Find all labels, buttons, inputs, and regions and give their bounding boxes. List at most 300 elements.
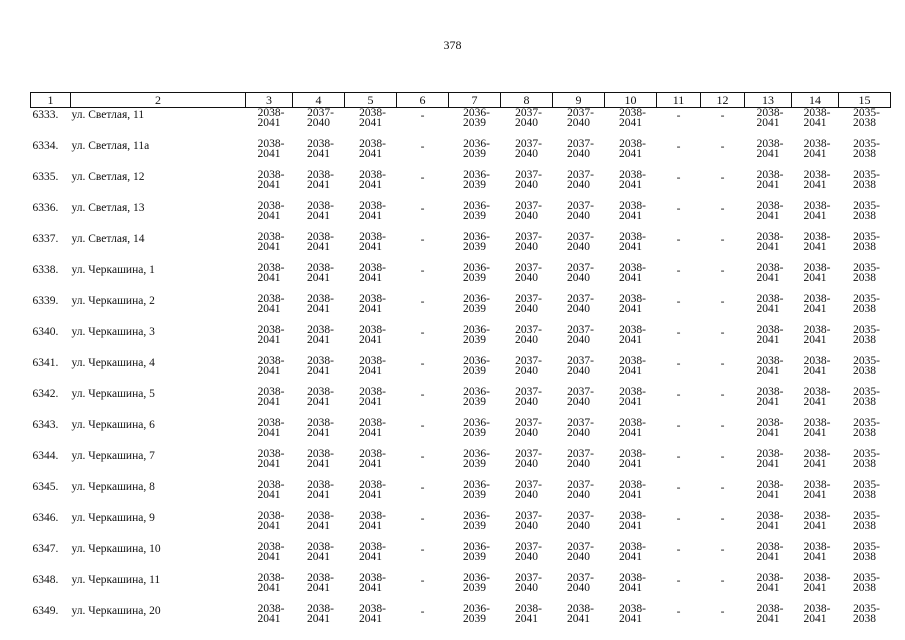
year-range-cell [745, 573, 792, 604]
year-start: 2038- [257, 386, 285, 398]
year-end: 2041 [359, 520, 382, 532]
year-start: 2037- [567, 541, 594, 553]
year-range-cell [745, 542, 792, 573]
row-number: 6334. [32, 140, 59, 152]
year-end: 2038 [853, 179, 876, 191]
year-end: 2038 [853, 148, 876, 160]
column-header: 14 [792, 93, 839, 108]
year-range-cell [839, 139, 891, 170]
year-end: 2041 [257, 520, 281, 532]
year-start: 2037- [515, 572, 542, 584]
year-start: 2035- [853, 417, 880, 429]
year-range-cell [345, 542, 397, 573]
year-start: 2038- [359, 324, 386, 336]
year-range-cell [792, 108, 839, 140]
year-start: 2037- [567, 324, 594, 336]
year-end: 2038 [853, 210, 876, 222]
year-end: 2040 [515, 117, 538, 129]
year-start: 2038- [307, 262, 334, 274]
year-start: 2037- [515, 355, 542, 367]
year-start: 2038- [257, 107, 285, 119]
year-end: 2039 [463, 551, 486, 563]
year-start: 2038- [257, 417, 285, 429]
year-end: 2040 [567, 458, 590, 470]
year-range-cell [246, 542, 293, 573]
empty-dash-cell: - [420, 420, 425, 432]
year-start: 2038- [359, 386, 386, 398]
year-range-cell [553, 604, 605, 635]
year-range-cell [605, 325, 657, 356]
year-end: 2038 [853, 241, 876, 253]
year-start: 2036- [463, 231, 490, 243]
table-row [31, 108, 891, 140]
year-start: 2035- [853, 572, 880, 584]
year-start: 2038- [359, 231, 386, 243]
year-start: 2038- [307, 293, 334, 305]
year-range-cell [293, 480, 345, 511]
empty-dash-cell: - [676, 141, 681, 153]
empty-dash-cell: - [720, 327, 725, 339]
year-range-cell [293, 263, 345, 294]
year-end: 2041 [359, 334, 382, 346]
year-range-cell [293, 232, 345, 263]
year-end: 2041 [803, 210, 827, 222]
table-row [31, 387, 891, 418]
year-start: 2038- [257, 200, 285, 212]
column-header: 7 [449, 93, 501, 108]
year-end: 2041 [756, 582, 780, 594]
year-range-cell [246, 232, 293, 263]
year-start: 2038- [619, 107, 646, 119]
year-range-cell [553, 139, 605, 170]
year-end: 2038 [853, 520, 876, 532]
year-start: 2035- [853, 603, 880, 615]
year-end: 2040 [307, 117, 330, 129]
year-start: 2035- [853, 200, 880, 212]
empty-dash-cell: - [720, 544, 725, 556]
address-cell: ул. Светлая, 14 [71, 233, 145, 245]
year-end: 2039 [463, 210, 486, 222]
year-end: 2039 [463, 396, 486, 408]
year-start: 2038- [756, 448, 784, 460]
year-end: 2041 [359, 179, 382, 191]
year-end: 2041 [619, 117, 642, 129]
year-end: 2041 [803, 489, 827, 501]
year-end: 2041 [359, 148, 382, 160]
year-end: 2041 [803, 396, 827, 408]
year-range-cell [792, 387, 839, 418]
year-start: 2037- [567, 572, 594, 584]
year-range-cell [605, 356, 657, 387]
row-number: 6336. [32, 202, 59, 214]
year-end: 2041 [619, 272, 642, 284]
address-cell: ул. Черкашина, 10 [71, 543, 161, 555]
year-end: 2041 [803, 241, 827, 253]
year-range-cell [745, 356, 792, 387]
empty-dash-cell: - [676, 203, 681, 215]
year-end: 2041 [359, 551, 382, 563]
year-end: 2040 [515, 148, 538, 160]
year-start: 2035- [853, 262, 880, 274]
year-end: 2041 [359, 458, 382, 470]
empty-dash-cell: - [720, 389, 725, 401]
year-range-cell [293, 108, 345, 140]
year-start: 2036- [463, 510, 490, 522]
table-row [31, 573, 891, 604]
year-range-cell [345, 604, 397, 635]
year-end: 2041 [359, 427, 382, 439]
year-start: 2037- [567, 479, 594, 491]
year-end: 2041 [619, 334, 642, 346]
row-number: 6333. [32, 109, 59, 121]
year-end: 2041 [756, 210, 780, 222]
table-row [31, 325, 891, 356]
year-start: 2037- [515, 448, 542, 460]
year-range-cell [345, 170, 397, 201]
year-end: 2041 [257, 210, 281, 222]
year-range-cell [449, 604, 501, 635]
year-end: 2041 [257, 427, 281, 439]
year-range-cell [839, 449, 891, 480]
year-range-cell [449, 325, 501, 356]
year-range-cell [449, 418, 501, 449]
year-start: 2038- [307, 355, 334, 367]
empty-dash-cell: - [720, 513, 725, 525]
table-row [31, 170, 891, 201]
year-end: 2041 [359, 396, 382, 408]
year-start: 2037- [515, 386, 542, 398]
year-end: 2041 [756, 241, 780, 253]
empty-dash-cell: - [720, 265, 725, 277]
year-range-cell [246, 263, 293, 294]
year-range-cell [553, 480, 605, 511]
year-start: 2038- [803, 510, 831, 522]
table-row [31, 201, 891, 232]
year-start: 2037- [515, 541, 542, 553]
year-range-cell [449, 201, 501, 232]
year-end: 2038 [853, 334, 876, 346]
year-end: 2041 [257, 334, 281, 346]
year-range-cell [745, 511, 792, 542]
year-range-cell [449, 511, 501, 542]
year-range-cell [449, 387, 501, 418]
address-cell: ул. Черкашина, 5 [71, 388, 155, 400]
year-start: 2038- [257, 541, 285, 553]
year-range-cell [792, 573, 839, 604]
year-start: 2036- [463, 386, 490, 398]
year-range-cell [501, 449, 553, 480]
year-end: 2041 [359, 582, 382, 594]
year-end: 2041 [756, 489, 780, 501]
empty-dash-cell: - [420, 544, 425, 556]
year-range-cell [553, 294, 605, 325]
year-start: 2038- [359, 479, 386, 491]
year-start: 2038- [307, 138, 334, 150]
year-start: 2038- [803, 541, 831, 553]
year-range-cell [839, 170, 891, 201]
column-header: 5 [345, 93, 397, 108]
year-range-cell [553, 387, 605, 418]
year-end: 2039 [463, 489, 486, 501]
year-end: 2041 [756, 520, 780, 532]
table-row [31, 139, 891, 170]
year-start: 2037- [567, 448, 594, 460]
year-range-cell [839, 480, 891, 511]
year-end: 2040 [567, 210, 590, 222]
year-range-cell [501, 511, 553, 542]
year-start: 2038- [756, 572, 784, 584]
year-range-cell [345, 356, 397, 387]
empty-dash-cell: - [676, 544, 681, 556]
year-range-cell [501, 604, 553, 635]
year-range-cell [839, 201, 891, 232]
year-end: 2041 [307, 582, 330, 594]
year-end: 2040 [515, 179, 538, 191]
year-end: 2041 [257, 303, 281, 315]
year-end: 2041 [307, 396, 330, 408]
year-end: 2041 [619, 427, 642, 439]
year-start: 2038- [619, 479, 646, 491]
empty-dash-cell: - [676, 358, 681, 370]
year-range-cell [745, 480, 792, 511]
empty-dash-cell: - [720, 296, 725, 308]
year-start: 2036- [463, 355, 490, 367]
year-end: 2041 [307, 613, 330, 625]
year-end: 2041 [359, 613, 382, 625]
table-row [31, 294, 891, 325]
year-range-cell [792, 170, 839, 201]
year-start: 2038- [307, 448, 334, 460]
year-start: 2038- [619, 293, 646, 305]
year-end: 2041 [619, 241, 642, 253]
row-number: 6338. [32, 264, 59, 276]
year-start: 2037- [567, 169, 594, 181]
year-end: 2041 [756, 272, 780, 284]
year-start: 2036- [463, 603, 490, 615]
address-cell: ул. Черкашина, 2 [71, 295, 155, 307]
address-cell: ул. Светлая, 13 [71, 202, 145, 214]
year-start: 2036- [463, 169, 490, 181]
empty-dash-cell: - [676, 296, 681, 308]
year-end: 2041 [803, 148, 827, 160]
year-start: 2038- [803, 324, 831, 336]
empty-dash-cell: - [676, 451, 681, 463]
year-range-cell [745, 201, 792, 232]
row-number: 6349. [32, 605, 59, 617]
empty-dash-cell: - [676, 110, 681, 122]
address-cell: ул. Черкашина, 20 [71, 605, 161, 617]
year-range-cell [345, 387, 397, 418]
year-range-cell [745, 604, 792, 635]
year-end: 2041 [307, 272, 330, 284]
year-range-cell [345, 511, 397, 542]
year-end: 2041 [359, 241, 382, 253]
year-range-cell [745, 263, 792, 294]
empty-dash-cell: - [420, 110, 425, 122]
year-start: 2035- [853, 448, 880, 460]
year-start: 2037- [567, 231, 594, 243]
address-cell: ул. Черкашина, 1 [71, 264, 155, 276]
year-start: 2037- [515, 262, 542, 274]
year-start: 2035- [853, 169, 880, 181]
year-end: 2041 [359, 365, 382, 377]
year-end: 2041 [803, 334, 827, 346]
column-header: 6 [397, 93, 449, 108]
row-number: 6346. [32, 512, 59, 524]
table-row [31, 511, 891, 542]
year-range-cell [553, 108, 605, 140]
year-start: 2038- [803, 572, 831, 584]
year-range-cell [501, 480, 553, 511]
year-end: 2039 [463, 458, 486, 470]
year-end: 2041 [515, 613, 538, 625]
year-start: 2038- [359, 262, 386, 274]
year-end: 2041 [307, 241, 330, 253]
year-range-cell [839, 232, 891, 263]
year-end: 2039 [463, 427, 486, 439]
year-range-cell [293, 604, 345, 635]
year-end: 2040 [515, 489, 538, 501]
year-end: 2041 [257, 396, 281, 408]
year-start: 2035- [853, 138, 880, 150]
year-end: 2041 [257, 179, 281, 191]
year-end: 2038 [853, 613, 876, 625]
year-end: 2039 [463, 582, 486, 594]
empty-dash-cell: - [720, 203, 725, 215]
year-end: 2040 [567, 520, 590, 532]
empty-dash-cell: - [720, 110, 725, 122]
year-start: 2038- [257, 510, 285, 522]
year-range-cell [605, 294, 657, 325]
empty-dash-cell: - [676, 234, 681, 246]
year-range-cell [605, 449, 657, 480]
year-end: 2040 [515, 210, 538, 222]
empty-dash-cell: - [720, 420, 725, 432]
year-range-cell [553, 418, 605, 449]
year-end: 2041 [257, 551, 281, 563]
address-cell: ул. Черкашина, 9 [71, 512, 155, 524]
year-end: 2040 [567, 303, 590, 315]
empty-dash-cell: - [720, 234, 725, 246]
year-start: 2038- [756, 293, 784, 305]
year-range-cell [449, 573, 501, 604]
year-start: 2036- [463, 448, 490, 460]
year-end: 2038 [853, 117, 876, 129]
year-start: 2038- [756, 324, 784, 336]
year-range-cell [501, 108, 553, 140]
column-header: 1 [31, 93, 71, 108]
year-start: 2037- [567, 200, 594, 212]
year-start: 2036- [463, 138, 490, 150]
empty-dash-cell: - [420, 296, 425, 308]
year-end: 2041 [756, 365, 780, 377]
year-range-cell [501, 294, 553, 325]
year-start: 2038- [756, 417, 784, 429]
year-end: 2041 [257, 241, 281, 253]
year-range-cell [246, 108, 293, 140]
year-start: 2037- [567, 386, 594, 398]
year-start: 2038- [756, 510, 784, 522]
year-start: 2038- [257, 138, 285, 150]
year-range-cell [745, 294, 792, 325]
empty-dash-cell: - [676, 513, 681, 525]
table-body [31, 108, 891, 636]
year-range-cell [553, 170, 605, 201]
empty-dash-cell: - [676, 482, 681, 494]
year-end: 2039 [463, 303, 486, 315]
year-start: 2038- [619, 138, 646, 150]
year-range-cell [792, 139, 839, 170]
year-range-cell [246, 387, 293, 418]
empty-dash-cell: - [420, 606, 425, 618]
year-start: 2037- [515, 169, 542, 181]
year-range-cell [792, 418, 839, 449]
year-range-cell [745, 108, 792, 140]
year-range-cell [605, 542, 657, 573]
year-end: 2040 [515, 396, 538, 408]
year-start: 2038- [803, 231, 831, 243]
year-end: 2039 [463, 365, 486, 377]
year-end: 2040 [515, 520, 538, 532]
year-start: 2037- [567, 510, 594, 522]
year-start: 2038- [803, 355, 831, 367]
year-start: 2038- [619, 448, 646, 460]
year-end: 2041 [567, 613, 590, 625]
year-start: 2038- [619, 603, 646, 615]
address-cell: ул. Черкашина, 11 [71, 574, 161, 586]
year-end: 2041 [619, 520, 642, 532]
year-range-cell [246, 356, 293, 387]
year-range-cell [501, 325, 553, 356]
empty-dash-cell: - [720, 606, 725, 618]
year-start: 2038- [515, 603, 542, 615]
year-start: 2036- [463, 541, 490, 553]
year-end: 2041 [257, 148, 281, 160]
year-range-cell [293, 139, 345, 170]
year-range-cell [745, 139, 792, 170]
year-end: 2041 [359, 272, 382, 284]
year-start: 2037- [515, 231, 542, 243]
year-end: 2041 [756, 334, 780, 346]
year-start: 2038- [619, 169, 646, 181]
year-range-cell [553, 201, 605, 232]
year-end: 2041 [619, 458, 642, 470]
year-end: 2041 [756, 396, 780, 408]
year-end: 2041 [257, 117, 281, 129]
year-start: 2038- [756, 200, 784, 212]
year-start: 2038- [307, 603, 334, 615]
year-start: 2037- [515, 324, 542, 336]
year-range-cell [345, 201, 397, 232]
year-end: 2040 [567, 241, 590, 253]
year-end: 2041 [619, 365, 642, 377]
row-number: 6344. [32, 450, 59, 462]
year-start: 2037- [515, 293, 542, 305]
year-end: 2041 [803, 179, 827, 191]
year-start: 2038- [756, 541, 784, 553]
year-range-cell [605, 139, 657, 170]
row-number: 6345. [32, 481, 59, 493]
year-start: 2037- [515, 107, 542, 119]
year-end: 2041 [756, 458, 780, 470]
column-header: 10 [605, 93, 657, 108]
year-range-cell [501, 356, 553, 387]
year-start: 2038- [359, 603, 386, 615]
year-range-cell [345, 108, 397, 140]
column-header: 12 [701, 93, 745, 108]
year-range-cell [792, 449, 839, 480]
year-start: 2035- [853, 293, 880, 305]
